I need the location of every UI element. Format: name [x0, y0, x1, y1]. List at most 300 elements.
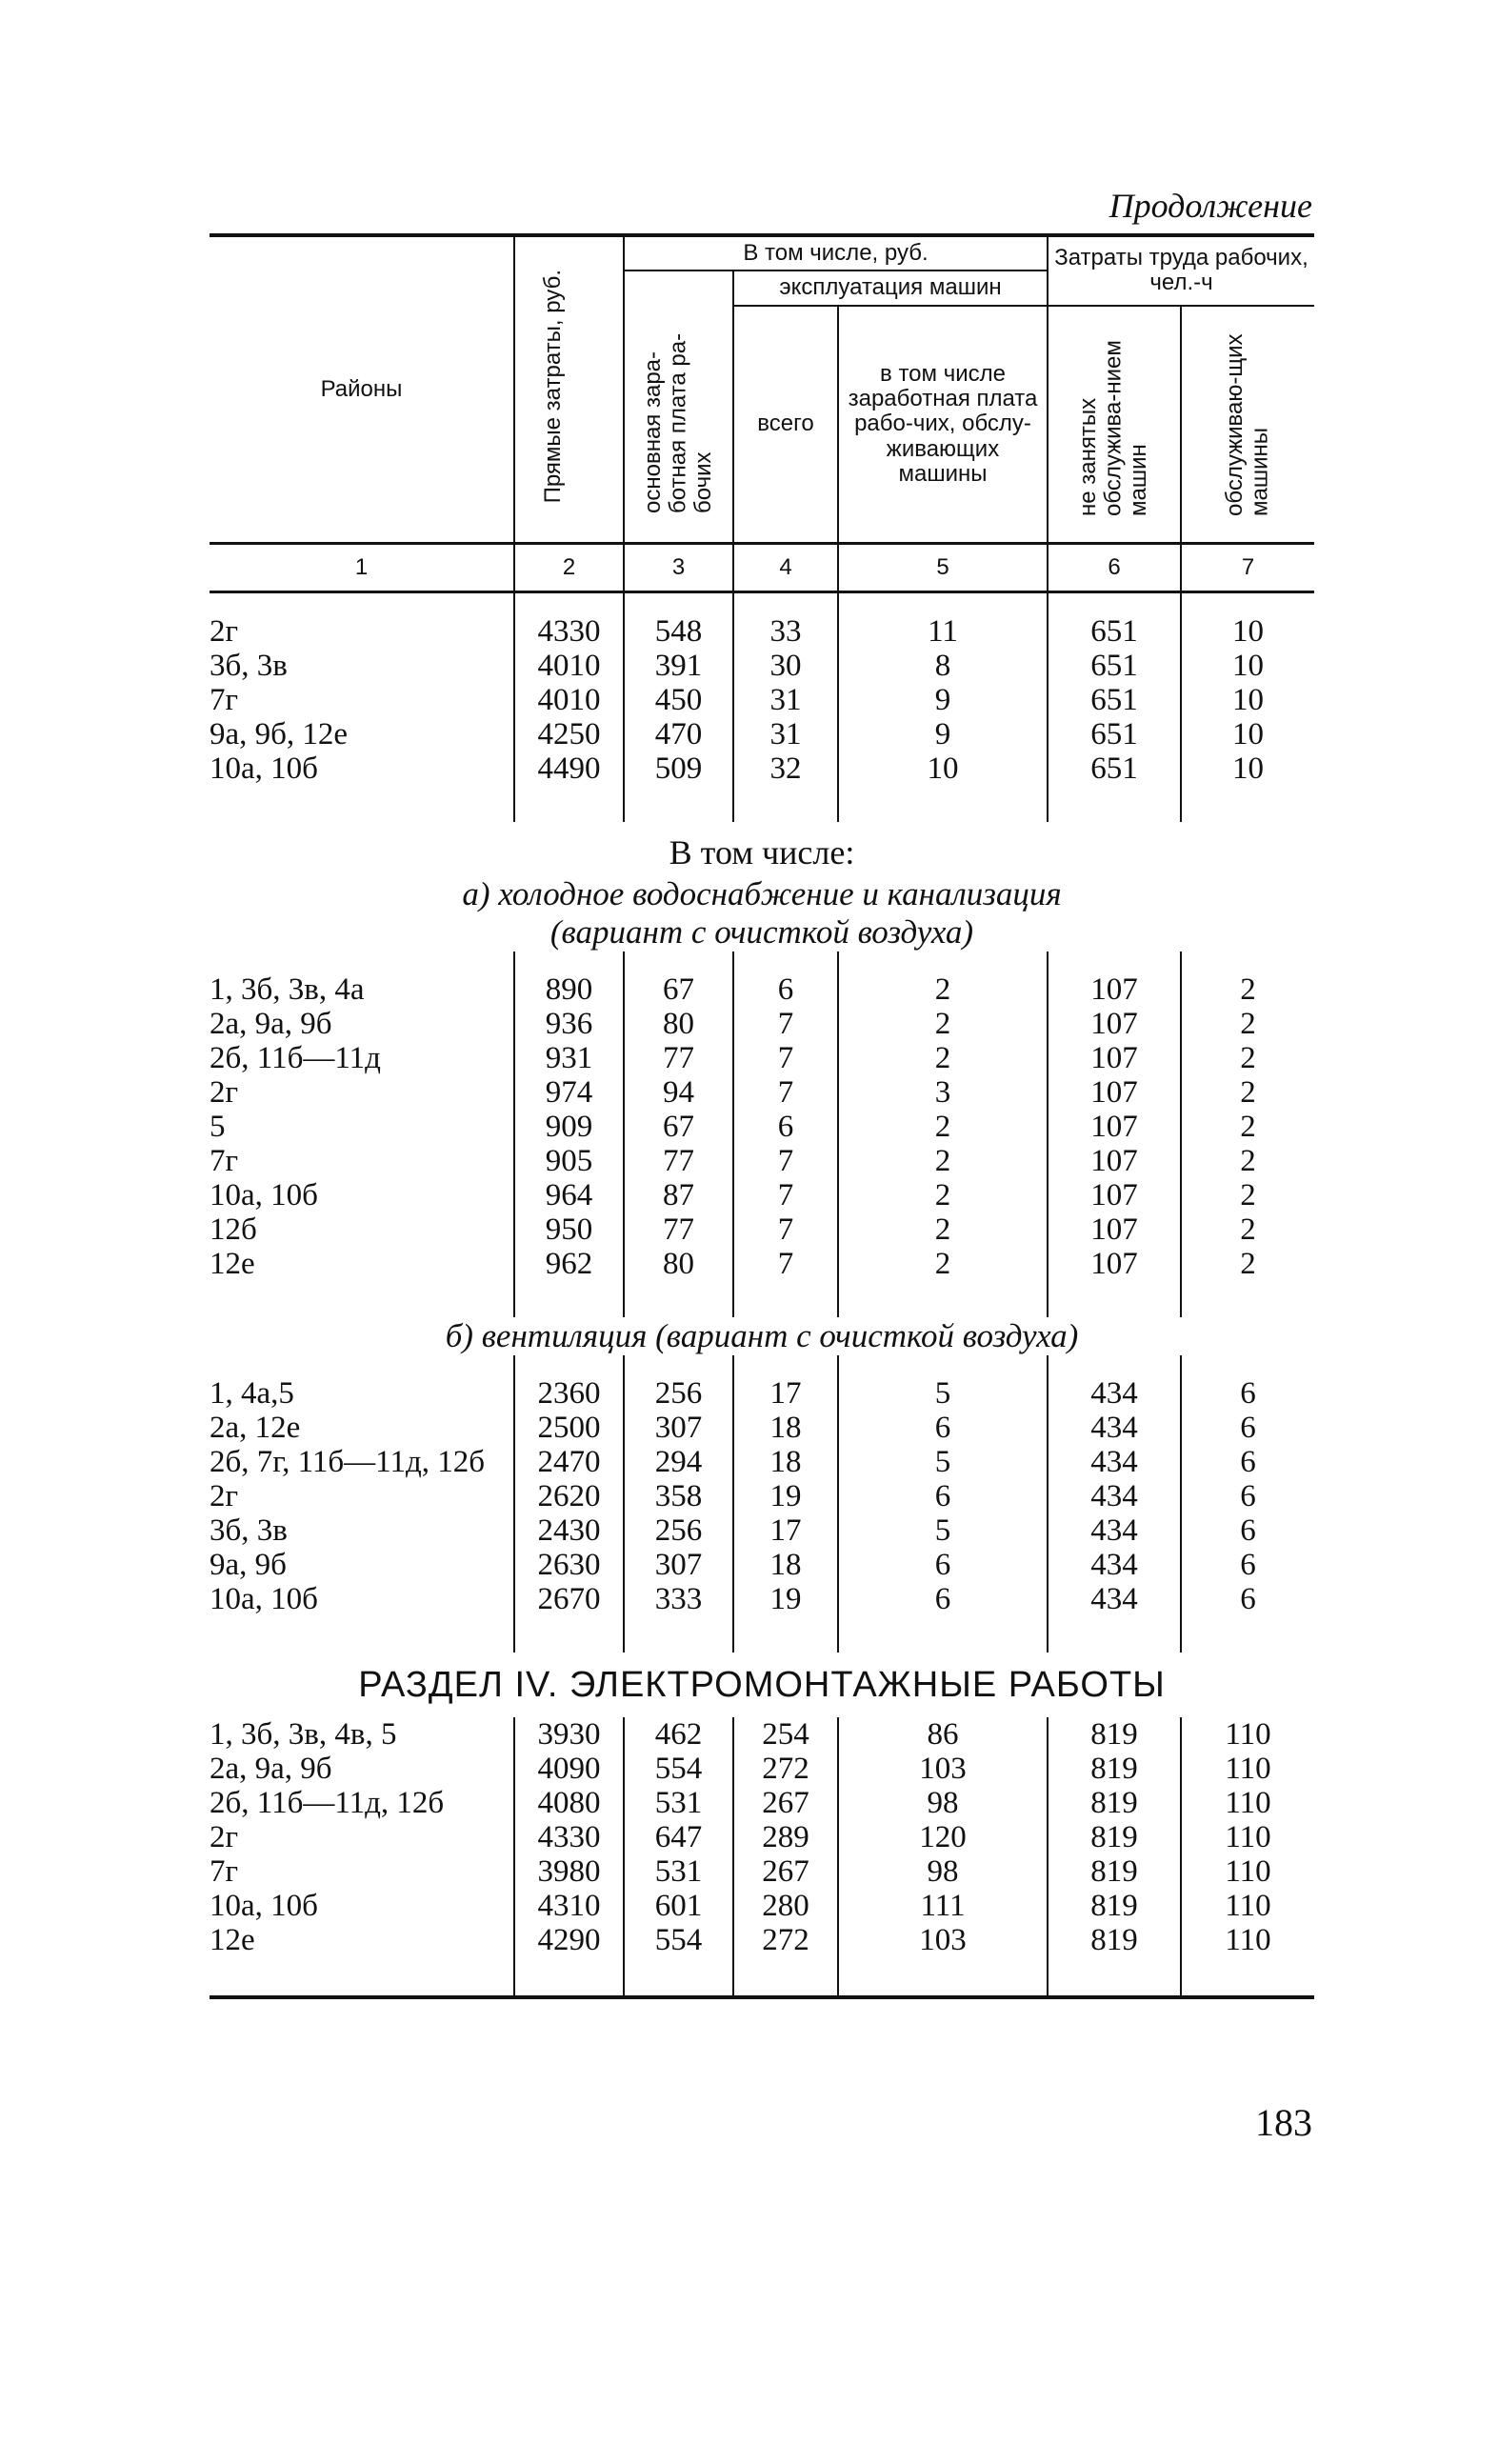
region-cell: 2б, 7г, 11б—11д, 12б — [210, 1445, 486, 1480]
value-cell: 87 — [624, 1178, 733, 1212]
value-cell: 509 — [624, 751, 733, 786]
spacer-cell — [210, 1957, 514, 1997]
section-heading-cell — [210, 1653, 1314, 1717]
value-cell: 11 — [838, 614, 1048, 649]
table-row — [210, 1075, 1314, 1110]
value-cell: 2470 — [514, 1445, 624, 1479]
value-cell: 4330 — [514, 1820, 624, 1854]
value-cell: 819 — [1048, 1717, 1181, 1752]
value-cell: 32 — [733, 751, 838, 786]
value-cell: 462 — [624, 1717, 733, 1752]
value-cell: 17 — [733, 1513, 838, 1548]
value-cell: 8 — [838, 649, 1048, 683]
value-cell: 5 — [838, 1513, 1048, 1548]
value-cell: 2 — [838, 972, 1048, 1007]
subsection-a-title: а) холодное водоснабжение и канализация — [462, 875, 1062, 913]
column-numbers-row — [210, 544, 1314, 592]
value-cell: 107 — [1048, 1144, 1181, 1178]
spacer-cell — [210, 1616, 514, 1653]
value-cell: 434 — [1048, 1445, 1181, 1479]
spacer-cell — [1181, 592, 1314, 615]
value-cell: 2 — [838, 1110, 1048, 1144]
table-row — [210, 1376, 1314, 1411]
table-row — [210, 1717, 1314, 1752]
value-cell: 107 — [1048, 1075, 1181, 1110]
region-cell: 7г — [210, 1144, 239, 1179]
value-cell: 6 — [1181, 1445, 1314, 1479]
value-cell: 450 — [624, 683, 733, 717]
value-cell: 651 — [1048, 649, 1181, 683]
value-cell: 358 — [624, 1479, 733, 1513]
spacer-cell — [733, 952, 838, 972]
value-cell: 6 — [838, 1479, 1048, 1513]
spacer-cell — [624, 952, 733, 972]
table-row — [210, 683, 1314, 717]
value-cell: 434 — [1048, 1582, 1181, 1616]
value-cell: 110 — [1181, 1854, 1314, 1889]
spacer-cell — [514, 786, 624, 822]
value-cell: 107 — [1048, 1110, 1181, 1144]
value-cell: 67 — [624, 972, 733, 1007]
value-cell: 2 — [1181, 1144, 1314, 1178]
region-cell: 3б, 3в — [210, 649, 288, 684]
value-cell: 107 — [1048, 1041, 1181, 1075]
value-cell: 7 — [733, 1178, 838, 1212]
value-cell: 974 — [514, 1075, 624, 1110]
subsection-b-title: б) вентиляция (вариант с очисткой воздуха) — [445, 1317, 1079, 1355]
value-cell: 4090 — [514, 1752, 624, 1786]
header-machine-servicing-cell — [1181, 306, 1314, 544]
table-row — [210, 1513, 1314, 1548]
value-cell: 819 — [1048, 1923, 1181, 1957]
col-number: 2 — [514, 544, 624, 592]
region-cell: 10а, 10б — [210, 1178, 318, 1213]
value-cell: 3930 — [514, 1717, 624, 1752]
region-cell: 2б, 11б—11д — [210, 1041, 381, 1076]
value-cell: 950 — [514, 1212, 624, 1247]
region-cell: 2а, 9а, 9б — [210, 1752, 332, 1787]
region-cell: 2а, 12е — [210, 1411, 301, 1446]
value-cell: 7 — [733, 1007, 838, 1041]
spacer-cell — [1181, 1281, 1314, 1317]
region-cell: 10а, 10б — [210, 1889, 318, 1924]
value-cell: 819 — [1048, 1820, 1181, 1854]
col-number: 3 — [624, 544, 733, 592]
spacer-row — [210, 592, 1314, 615]
value-cell: 819 — [1048, 1889, 1181, 1923]
value-cell: 2 — [838, 1178, 1048, 1212]
value-cell: 434 — [1048, 1479, 1181, 1513]
value-cell: 294 — [624, 1445, 733, 1479]
region-cell: 3б, 3в — [210, 1513, 288, 1549]
value-cell: 2360 — [514, 1376, 624, 1411]
table-row — [210, 751, 1314, 786]
value-cell: 434 — [1048, 1513, 1181, 1548]
value-cell: 67 — [624, 1110, 733, 1144]
value-cell: 554 — [624, 1923, 733, 1957]
table-body — [210, 592, 1314, 1998]
table-header — [210, 235, 1314, 592]
region-cell: 2б, 11б—11д, 12б — [210, 1786, 445, 1821]
spacer-cell — [1048, 952, 1181, 972]
value-cell: 107 — [1048, 1212, 1181, 1247]
value-cell: 256 — [624, 1513, 733, 1548]
value-cell: 548 — [624, 614, 733, 649]
table-row — [210, 1889, 1314, 1923]
header-machine-servicing: обслуживаю-щих машины — [1222, 333, 1273, 517]
spacer-cell — [624, 1355, 733, 1376]
region-cell: 10а, 10б — [210, 1582, 318, 1617]
value-cell: 5 — [838, 1376, 1048, 1411]
value-cell: 86 — [838, 1717, 1048, 1752]
value-cell: 3980 — [514, 1854, 624, 1889]
value-cell: 6 — [1181, 1411, 1314, 1445]
value-cell: 909 — [514, 1110, 624, 1144]
value-cell: 2 — [1181, 1041, 1314, 1075]
spacer-cell — [210, 952, 514, 972]
value-cell: 651 — [1048, 614, 1181, 649]
spacer-cell — [514, 592, 624, 615]
spacer-cell — [210, 592, 514, 615]
value-cell: 19 — [733, 1479, 838, 1513]
region-cell: 1, 3б, 3в, 4в, 5 — [210, 1717, 397, 1753]
value-cell: 7 — [733, 1212, 838, 1247]
spacer-cell — [624, 1616, 733, 1653]
value-cell: 531 — [624, 1786, 733, 1820]
table-row — [210, 1854, 1314, 1889]
spacer-cell — [733, 1281, 838, 1317]
header-including-rub: В том числе, руб. — [624, 235, 1048, 270]
col-number: 1 — [210, 544, 514, 592]
value-cell: 6 — [838, 1582, 1048, 1616]
subsection-a-subtitle: (вариант с очисткой воздуха) — [549, 913, 974, 952]
table-row — [210, 1548, 1314, 1582]
col-number: 7 — [1181, 544, 1314, 592]
value-cell: 107 — [1048, 1007, 1181, 1041]
spacer-cell — [1181, 1957, 1314, 1997]
region-cell: 12е — [210, 1247, 255, 1282]
region-cell: 12б — [210, 1212, 257, 1248]
value-cell: 819 — [1048, 1854, 1181, 1889]
spacer-cell — [210, 1281, 514, 1317]
spacer-cell — [210, 786, 514, 822]
region-cell: 2г — [210, 1479, 239, 1514]
value-cell: 94 — [624, 1075, 733, 1110]
spacer-cell — [514, 1281, 624, 1317]
value-cell: 4290 — [514, 1923, 624, 1957]
table-row — [210, 1923, 1314, 1957]
value-cell: 4330 — [514, 614, 624, 649]
spacer-cell — [1048, 1616, 1181, 1653]
value-cell: 267 — [733, 1854, 838, 1889]
table-row — [210, 1786, 1314, 1820]
value-cell: 10 — [1181, 751, 1314, 786]
spacer-cell — [838, 1355, 1048, 1376]
value-cell: 107 — [1048, 1178, 1181, 1212]
value-cell: 33 — [733, 614, 838, 649]
spacer-row — [210, 952, 1314, 972]
region-cell: 9а, 9б, 12е — [210, 717, 349, 752]
table-row — [210, 717, 1314, 751]
spacer-cell — [733, 1616, 838, 1653]
value-cell: 110 — [1181, 1820, 1314, 1854]
table-row — [210, 1110, 1314, 1144]
value-cell: 80 — [624, 1007, 733, 1041]
table-row — [210, 1041, 1314, 1075]
value-cell: 2 — [1181, 1007, 1314, 1041]
value-cell: 531 — [624, 1854, 733, 1889]
value-cell: 30 — [733, 649, 838, 683]
value-cell: 964 — [514, 1178, 624, 1212]
value-cell: 98 — [838, 1854, 1048, 1889]
region-cell: 7г — [210, 1854, 239, 1890]
spacer-cell — [514, 952, 624, 972]
value-cell: 18 — [733, 1411, 838, 1445]
value-cell: 931 — [514, 1041, 624, 1075]
table-row — [210, 1144, 1314, 1178]
region-cell: 1, 3б, 3в, 4а — [210, 972, 365, 1008]
value-cell: 98 — [838, 1786, 1048, 1820]
spacer-cell — [733, 1355, 838, 1376]
spacer-cell — [1048, 592, 1181, 615]
value-cell: 2 — [838, 1247, 1048, 1281]
region-cell: 9а, 9б — [210, 1548, 287, 1583]
value-cell: 6 — [733, 972, 838, 1007]
value-cell: 2 — [838, 1144, 1048, 1178]
spacer-cell — [624, 1957, 733, 1997]
header-not-machine: не занятых обслужива-нием машин — [1075, 340, 1152, 517]
region-cell: 7г — [210, 683, 239, 718]
value-cell: 272 — [733, 1752, 838, 1786]
value-cell: 2 — [838, 1212, 1048, 1247]
table-row — [210, 649, 1314, 683]
table-row — [210, 972, 1314, 1007]
spacer-cell — [1181, 952, 1314, 972]
including-title: В том числе: — [669, 833, 855, 872]
value-cell: 289 — [733, 1820, 838, 1854]
value-cell: 18 — [733, 1548, 838, 1582]
section-heading-row — [210, 822, 1314, 952]
header-regions: Районы — [210, 235, 514, 544]
value-cell: 103 — [838, 1752, 1048, 1786]
value-cell: 256 — [624, 1376, 733, 1411]
value-cell: 107 — [1048, 1247, 1181, 1281]
value-cell: 905 — [514, 1144, 624, 1178]
value-cell: 9 — [838, 683, 1048, 717]
header-not-machine-cell — [1048, 306, 1181, 544]
value-cell: 6 — [1181, 1376, 1314, 1411]
table-row — [210, 1752, 1314, 1786]
region-cell: 1, 4а,5 — [210, 1376, 294, 1412]
value-cell: 2 — [1181, 1075, 1314, 1110]
value-cell: 18 — [733, 1445, 838, 1479]
table-row — [210, 1212, 1314, 1247]
value-cell: 391 — [624, 649, 733, 683]
value-cell: 890 — [514, 972, 624, 1007]
value-cell: 4250 — [514, 717, 624, 751]
value-cell: 307 — [624, 1548, 733, 1582]
table-row — [210, 1582, 1314, 1616]
region-cell: 2а, 9а, 9б — [210, 1007, 332, 1042]
value-cell: 4490 — [514, 751, 624, 786]
spacer-cell — [624, 1281, 733, 1317]
spacer-cell — [624, 786, 733, 822]
value-cell: 2670 — [514, 1582, 624, 1616]
value-cell: 31 — [733, 717, 838, 751]
value-cell: 6 — [1181, 1479, 1314, 1513]
spacer-cell — [838, 1616, 1048, 1653]
table-row — [210, 1247, 1314, 1281]
spacer-cell — [514, 1957, 624, 1997]
section-heading-cell — [210, 822, 1314, 952]
value-cell: 6 — [838, 1548, 1048, 1582]
value-cell: 601 — [624, 1889, 733, 1923]
value-cell: 819 — [1048, 1786, 1181, 1820]
section-iv-title: РАЗДЕЛ IV. ЭЛЕКТРОМОНТАЖНЫЕ РАБОТЫ — [358, 1665, 1166, 1706]
spacer-cell — [733, 786, 838, 822]
spacer-cell — [514, 1616, 624, 1653]
value-cell: 80 — [624, 1247, 733, 1281]
value-cell: 17 — [733, 1376, 838, 1411]
value-cell: 267 — [733, 1786, 838, 1820]
value-cell: 434 — [1048, 1411, 1181, 1445]
continuation-label: Продолжение — [1109, 187, 1312, 225]
value-cell: 2 — [1181, 1178, 1314, 1212]
value-cell: 77 — [624, 1144, 733, 1178]
spacer-cell — [838, 952, 1048, 972]
spacer-cell — [838, 1957, 1048, 1997]
value-cell: 2 — [1181, 1110, 1314, 1144]
value-cell: 10 — [1181, 683, 1314, 717]
value-cell: 962 — [514, 1247, 624, 1281]
value-cell: 936 — [514, 1007, 624, 1041]
header-base-wages-cell — [624, 270, 733, 543]
table-row — [210, 1445, 1314, 1479]
spacer-cell — [210, 1355, 514, 1376]
header-direct-costs: Прямые затраты, руб. — [539, 270, 566, 504]
spacer-row — [210, 1616, 1314, 1653]
header-total: всего — [733, 306, 838, 544]
table-row — [210, 1178, 1314, 1212]
value-cell: 7 — [733, 1075, 838, 1110]
spacer-cell — [1048, 1957, 1181, 1997]
value-cell: 434 — [1048, 1376, 1181, 1411]
spacer-cell — [1048, 786, 1181, 822]
value-cell: 4010 — [514, 649, 624, 683]
section-heading-cell — [210, 1317, 1314, 1355]
spacer-cell — [514, 1355, 624, 1376]
spacer-cell — [624, 592, 733, 615]
value-cell: 110 — [1181, 1889, 1314, 1923]
value-cell: 647 — [624, 1820, 733, 1854]
value-cell: 4010 — [514, 683, 624, 717]
value-cell: 6 — [1181, 1548, 1314, 1582]
value-cell: 651 — [1048, 751, 1181, 786]
value-cell: 2 — [838, 1041, 1048, 1075]
value-cell: 103 — [838, 1923, 1048, 1957]
table-row — [210, 1820, 1314, 1854]
header-base-wages: основная зара-ботная плата ра-бочих — [639, 333, 716, 514]
cost-table — [210, 233, 1314, 1999]
section-heading-row — [210, 1317, 1314, 1355]
table-row — [210, 1479, 1314, 1513]
value-cell: 110 — [1181, 1717, 1314, 1752]
value-cell: 307 — [624, 1411, 733, 1445]
spacer-cell — [1048, 1355, 1181, 1376]
value-cell: 31 — [733, 683, 838, 717]
value-cell: 651 — [1048, 683, 1181, 717]
value-cell: 2620 — [514, 1479, 624, 1513]
value-cell: 77 — [624, 1212, 733, 1247]
value-cell: 107 — [1048, 972, 1181, 1007]
value-cell: 110 — [1181, 1923, 1314, 1957]
value-cell: 2630 — [514, 1548, 624, 1582]
value-cell: 272 — [733, 1923, 838, 1957]
value-cell: 10 — [838, 751, 1048, 786]
value-cell: 2500 — [514, 1411, 624, 1445]
region-cell: 2г — [210, 614, 239, 650]
value-cell: 434 — [1048, 1548, 1181, 1582]
value-cell: 5 — [838, 1445, 1048, 1479]
value-cell: 333 — [624, 1582, 733, 1616]
value-cell: 120 — [838, 1820, 1048, 1854]
value-cell: 7 — [733, 1247, 838, 1281]
value-cell: 2430 — [514, 1513, 624, 1548]
value-cell: 2 — [838, 1007, 1048, 1041]
value-cell: 470 — [624, 717, 733, 751]
value-cell: 10 — [1181, 717, 1314, 751]
spacer-cell — [1048, 1281, 1181, 1317]
header-including-machine-wages: в том числе заработная плата рабо-чих, обслу-живающих машины — [838, 306, 1048, 544]
spacer-cell — [838, 786, 1048, 822]
header-labor-costs: Затраты труда рабочих, чел.-ч — [1048, 235, 1314, 306]
value-cell: 254 — [733, 1717, 838, 1752]
header-machine-operation: эксплуатация машин — [733, 270, 1048, 305]
value-cell: 7 — [733, 1041, 838, 1075]
region-cell: 10а, 10б — [210, 751, 318, 787]
spacer-row — [210, 1281, 1314, 1317]
value-cell: 4080 — [514, 1786, 624, 1820]
value-cell: 651 — [1048, 717, 1181, 751]
value-cell: 6 — [838, 1411, 1048, 1445]
value-cell: 9 — [838, 717, 1048, 751]
value-cell: 6 — [1181, 1582, 1314, 1616]
region-cell: 5 — [210, 1110, 226, 1145]
col-number: 4 — [733, 544, 838, 592]
table-row — [210, 1411, 1314, 1445]
spacer-cell — [733, 1957, 838, 1997]
header-direct-costs-cell — [514, 235, 624, 544]
value-cell: 6 — [1181, 1513, 1314, 1548]
value-cell: 2 — [1181, 1212, 1314, 1247]
spacer-cell — [1181, 1616, 1314, 1653]
value-cell: 19 — [733, 1582, 838, 1616]
spacer-cell — [1181, 786, 1314, 822]
section-heading-row — [210, 1653, 1314, 1717]
value-cell: 554 — [624, 1752, 733, 1786]
spacer-cell — [733, 592, 838, 615]
spacer-row — [210, 1355, 1314, 1376]
value-cell: 280 — [733, 1889, 838, 1923]
value-cell: 2 — [1181, 972, 1314, 1007]
table-row — [210, 614, 1314, 649]
value-cell: 111 — [838, 1889, 1048, 1923]
value-cell: 6 — [733, 1110, 838, 1144]
value-cell: 4310 — [514, 1889, 624, 1923]
col-number: 5 — [838, 544, 1048, 592]
page-number: 183 — [1255, 2101, 1312, 2144]
col-number: 6 — [1048, 544, 1181, 592]
